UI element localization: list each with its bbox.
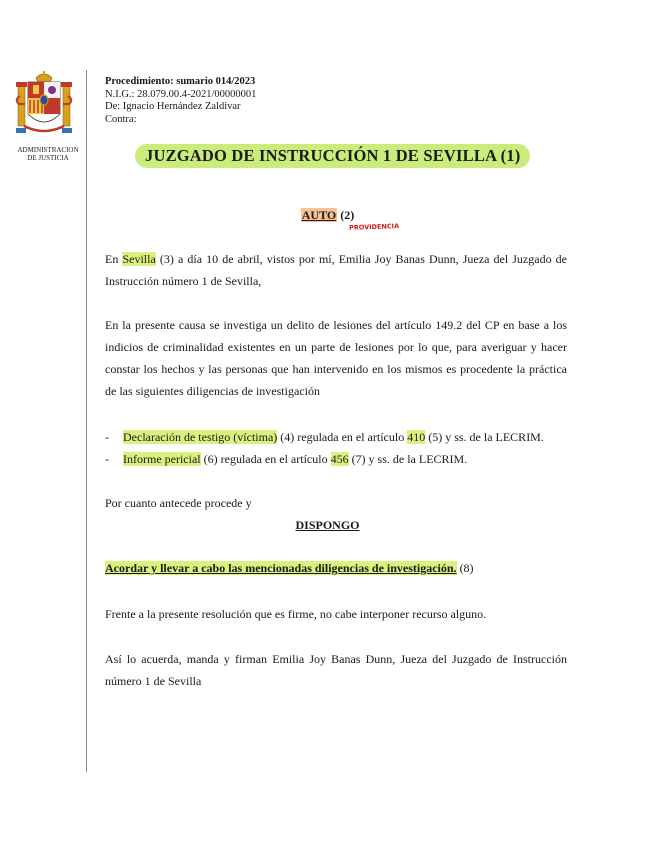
handwritten-annotation: PROVIDENCIA	[348, 222, 400, 232]
diligence-post: (7) y ss. de la LECRIM.	[348, 452, 468, 466]
de-line: De: Ignacio Hernández Zaldivar	[105, 101, 241, 112]
crest-caption-line2: DE JUSTICIA	[27, 154, 69, 162]
decision-number: (8)	[456, 561, 474, 575]
list-item	[105, 426, 544, 448]
court-title: JUZGADO DE INSTRUCCIÓN 1 DE SEVILLA (1)	[135, 144, 530, 168]
margin-rule	[86, 70, 87, 772]
paragraph-intro	[105, 248, 567, 292]
procedure-line: Procedimiento: sumario 014/2023	[105, 76, 256, 87]
article-number: 410	[407, 430, 426, 444]
list-item	[105, 448, 544, 470]
case-header	[105, 76, 256, 126]
city-highlight: Sevilla	[122, 252, 156, 266]
diligence-mid: (6) regulada en el artículo	[200, 452, 331, 466]
decision-text: Acordar y llevar a cabo las mencionadas diligencias de investigación.	[105, 561, 457, 575]
crest-caption	[8, 146, 88, 162]
bullet-dash: -	[105, 452, 109, 466]
auto-number: (2)	[337, 208, 355, 222]
auto-heading	[0, 208, 655, 223]
paragraph-transition: Por cuanto antecede procede y	[105, 496, 252, 510]
crest-caption-line1: ADMINISTRACION	[17, 146, 79, 154]
paragraph-firmness: Frente a la presente resolución que es firme, no cabe interponer recurso alguno.	[105, 607, 487, 621]
paragraph-facts: En la presente causa se investiga un delito de lesiones del artículo 149.2 del CP en base a los indicios de criminalidad existentes en un parte de lesiones por lo que, para averiguar y hacer constar los hechos y las personas que han intervenido en los mismos es procedente la práctica de las siguientes diligencias de investigación	[105, 318, 567, 398]
diligence-name: Declaración de testigo (víctima)	[123, 430, 278, 444]
intro-post: (3) a día 10 de abril, vistos por mí, Emilia Joy Banas Dunn, Jueza del Juzgado de Instrucción número 1 de Sevilla,	[105, 252, 567, 288]
coat-of-arms-icon	[14, 70, 74, 142]
paragraph-signature: Así lo acuerda, manda y firman Emilia Joy Banas Dunn, Jueza del Juzgado de Instrucción número 1 de Sevilla	[105, 652, 567, 688]
contra-line: Contra:	[105, 113, 137, 125]
auto-word: AUTO	[301, 208, 337, 222]
nig-line: N.I.G.: 28.079.00.4-2021/00000001	[105, 88, 257, 100]
article-number: 456	[330, 452, 349, 466]
decision-line	[105, 561, 474, 576]
diligence-list	[105, 426, 544, 470]
dispongo-heading: DISPONGO	[295, 518, 360, 532]
bullet-dash: -	[105, 430, 109, 444]
diligence-name: Informe pericial	[123, 452, 201, 466]
intro-pre: En	[105, 252, 123, 266]
diligence-post: (5) y ss. de la LECRIM.	[425, 430, 544, 444]
diligence-mid: (4) regulada en el artículo	[277, 430, 408, 444]
